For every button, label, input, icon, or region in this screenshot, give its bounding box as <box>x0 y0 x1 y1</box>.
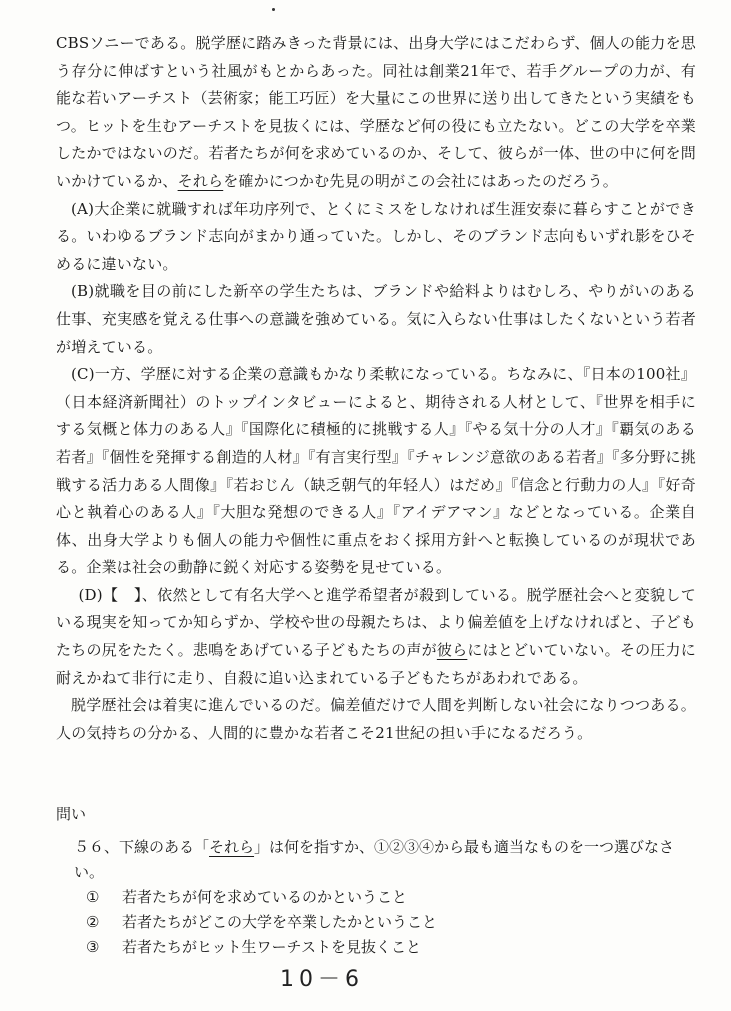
question-number: ５６、 <box>74 838 120 856</box>
choice-2-mark: ② <box>86 913 100 931</box>
question-section <box>56 802 696 960</box>
question-prompt-before: 下線のある「 <box>119 838 210 856</box>
pa-text: (A)大企業に就職すれば年功序列で、とくにミスをしなければ生涯安泰に暮らすことができる。いわゆるブランド志向がまかり通っていた。しかし、そのブランド志向もいずれ影をひそめるに違いない。 <box>56 199 696 273</box>
choice-1-text: 若者たちが何を求めているのかということ <box>122 888 408 906</box>
passage <box>56 30 696 747</box>
p1-text-a: CBSソニーである。脱学歴に踏みきった背景には、出身大学にはこだわらず、個人の能力を思う存分に伸ばすという社風がもとからあった。同社は創業21年で、若手グループの力が、有能な若いアーチスト（芸術家；能工巧匠）を大量にこの世界に送り出してきたという実績をもつ。ヒットを生むアーチストを見抜くには、学歴など何の役にも立たない。どこの大学を卒業したかではないのだ。若者たちが何を求めているのか、そして、彼らが一体、世の中に何を問いかけているか、 <box>56 34 696 190</box>
pd-underlined-karera: 彼ら <box>436 641 468 660</box>
pd-text-b: にはとどいていない。その圧力に耐えかねて非行に走り、自殺に追い込まれている子どもたちがあわれである。 <box>56 641 697 687</box>
paragraph-c <box>56 361 696 582</box>
paragraph-1 <box>56 30 696 196</box>
p1-underlined-sorera: それら <box>177 171 224 190</box>
choice-1-mark: ① <box>86 888 100 906</box>
question-prompt <box>56 835 696 885</box>
choice-3[interactable] <box>56 935 696 960</box>
paragraph-a <box>56 196 696 279</box>
choice-2[interactable] <box>56 910 696 935</box>
scan-speck <box>272 8 275 11</box>
paragraph-conclusion <box>56 692 696 747</box>
pc-text: (C)一方、学歴に対する企業の意識もかなり柔軟になっている。ちなみに、『日本の100社』（日本経済新聞社）のトップインタビューによると、期待される人材として、『世界を相手にする気概と体力のある人』『国際化に積極的に挑戦する人』『やる気十分の人才』『覇気のある若者』『個性を発揮する創造的人材』『有言実行型』『チャレンジ意欲のある若者』『多分野に挑戦する活力ある人間像』『若おじん（缺乏朝气的年轻人）はだめ』『信念と行動力の人』『好奇心と執着心のある人』『大胆な発想のできる人』『アイデアマン』などとなっている。企業自体、出身大学よりも個人の能力や個性に重点をおく採用方針へと転換しているのが現状である。企業は社会の動静に鋭く対応する姿勢を見せている。 <box>56 365 696 577</box>
p6-text: 脱学歴社会は着実に進んでいるのだ。偏差値だけで人間を判断しない社会になりつつある。人の気持ちの分かる、人間的に豊かな若者こそ21世紀の担い手になるだろう。 <box>56 696 696 742</box>
question-heading: 問い <box>56 805 87 823</box>
pd-text-a: (D)【 】、依然として有名大学へと進学希望者が殺到している。脱学歴社会へと変貌している現実を知ってか知らずか、学校や世の母親たちは、より偏差値を上げなければと、子どもたちの尻をたたく。悲鳴をあげている子どもたちの声が <box>56 585 696 660</box>
p1-text-b: を確かにつかむ先見の明がこの会社にはあったのだろう。 <box>223 171 618 190</box>
choice-2-text: 若者たちがどこの大学を卒業したかということ <box>122 913 438 931</box>
paragraph-d <box>56 582 696 692</box>
choice-3-mark: ③ <box>86 938 100 956</box>
question-underlined-sorera: それら <box>209 838 255 856</box>
choice-3-text: 若者たちがヒット生ワーチストを見抜くこと <box>122 938 421 956</box>
paragraph-b <box>56 278 696 361</box>
page-number: 10－6 <box>280 967 364 992</box>
pb-text: (B)就職を目の前にした新卒の学生たちは、ブランドや給料よりはむしろ、やりがいのある仕事、充実感を覚える仕事への意識を強めている。気に入らない仕事はしたくないという若者が増えている。 <box>56 282 696 356</box>
choice-1[interactable] <box>56 885 696 910</box>
question-prompt-after: 」は何を指すか、①②③④から最も適当なものを一つ選びなさい。 <box>74 838 675 881</box>
